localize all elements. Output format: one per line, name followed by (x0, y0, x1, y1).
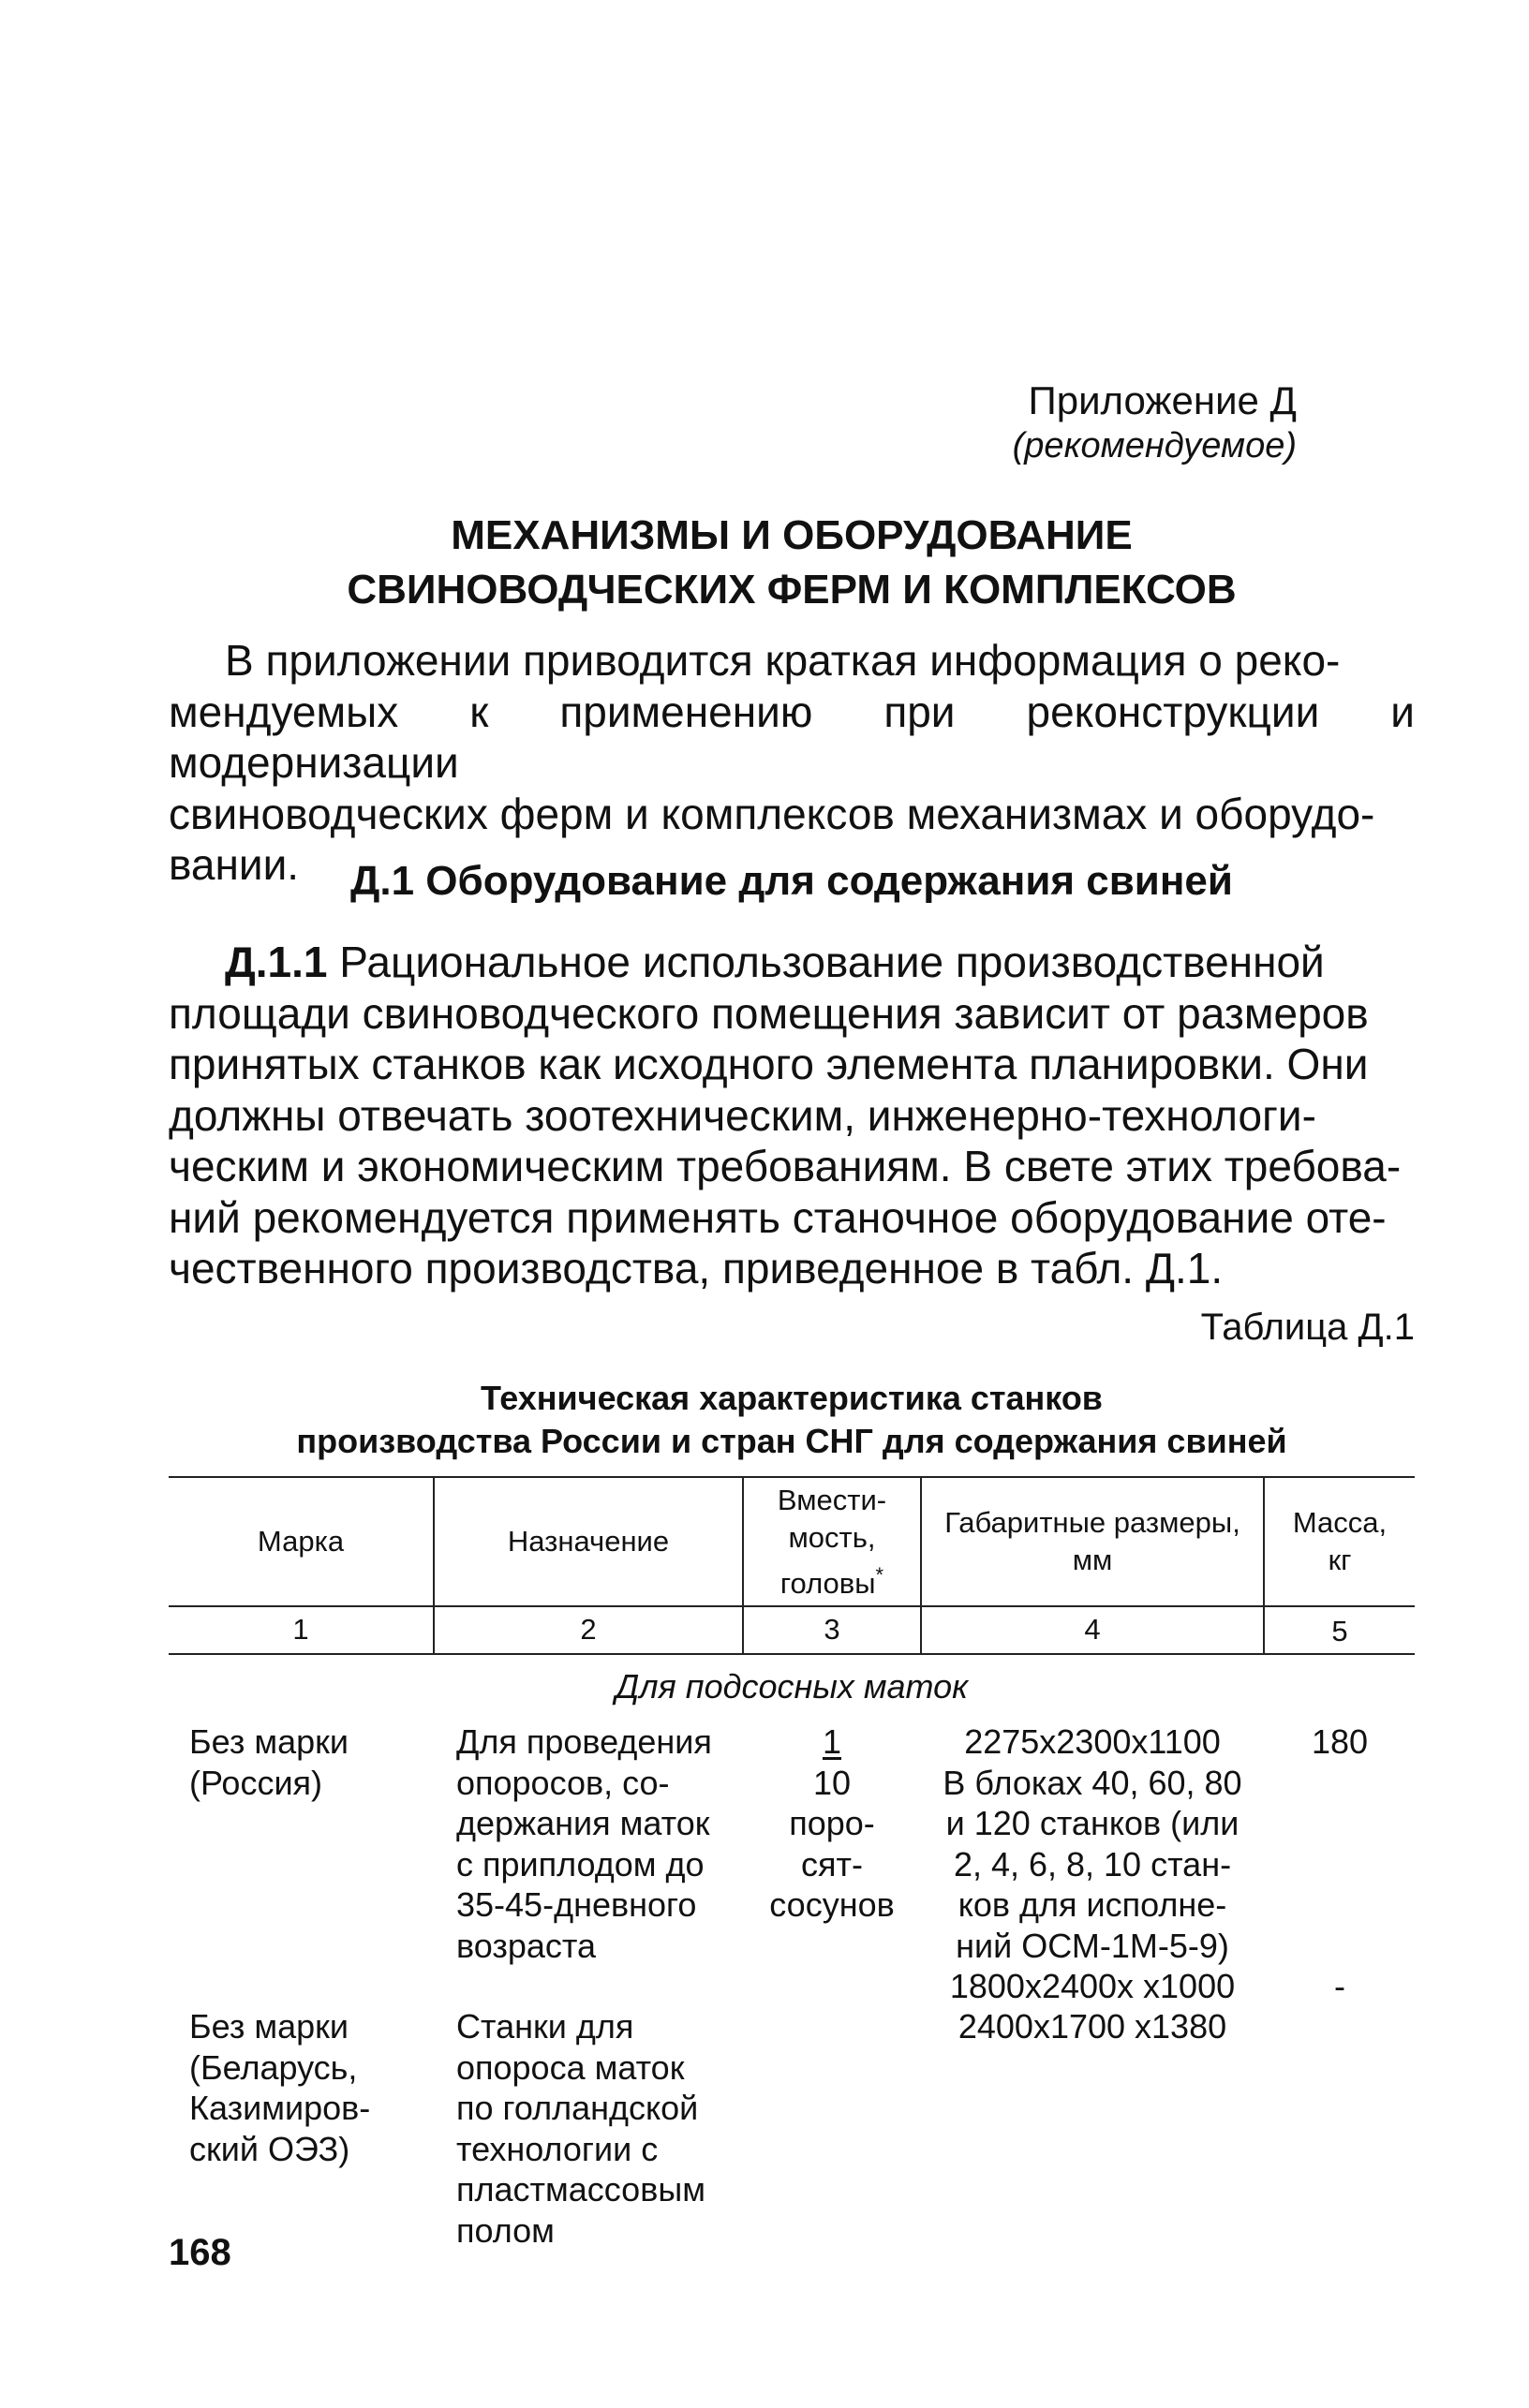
cell-line: Казимиров- (189, 2089, 371, 2127)
paragraph-line: площади свиноводческого помещения зависит от размеров (169, 988, 1369, 1038)
header-dimensions (922, 1478, 1263, 1605)
cell-line: опоросов, со- (456, 1763, 670, 1802)
cell-line: 35-45-дневного (456, 1885, 697, 1924)
cell-line: Без марки (189, 2007, 349, 2046)
table-row-2-mass: - (1334, 1967, 1345, 2005)
cell-line: сосунов (769, 1885, 895, 1924)
table-row-3-purpose (456, 2006, 737, 2251)
header-mass (1265, 1478, 1415, 1605)
cell-line: Для проведения (456, 1722, 712, 1761)
page-number: 168 (169, 2232, 231, 2273)
header-mass-l2: кг (1328, 1544, 1352, 1576)
paragraph-number: Д.1.1 (225, 938, 328, 986)
table-row-1-dimensions (922, 1721, 1263, 2007)
intro-line: свиноводческих ферм и комплексов механизмах и оборудо- (169, 789, 1375, 838)
cell-line: поро- (789, 1804, 875, 1842)
header-capacity-l2: мость, (788, 1520, 876, 1554)
column-number: 2 (580, 1613, 597, 1646)
intro-line: вании. (169, 840, 300, 889)
header-mass-l1: Масса, (1292, 1506, 1388, 1539)
intro-paragraph (169, 635, 1415, 891)
cell-line: и 120 станков (или (945, 1804, 1240, 1842)
header-capacity-l3-text: головы (779, 1566, 876, 1600)
header-capacity-l1: Вмести- (777, 1483, 887, 1516)
cell-line: (Беларусь, (189, 2047, 358, 2087)
table-title (169, 1377, 1415, 1463)
cell-line: возраста (456, 1926, 596, 1965)
paragraph-line: принятых станков как исходного элемента планировки. Они (169, 1040, 1369, 1088)
page-title-line2: СВИНОВОДЧЕСКИХ ФЕРМ И КОМПЛЕКСОВ (347, 567, 1237, 613)
table-row-1-capacity (744, 1721, 920, 1926)
capacity-numerator (744, 1721, 920, 1763)
cell-line: 2, 4, 6, 8, 10 стан- (953, 1844, 1232, 1884)
paragraph-first-line (169, 937, 1415, 988)
intro-line: В приложении приводится краткая информация о реко- (225, 636, 1341, 685)
header-capacity-l3 (780, 1557, 883, 1603)
paragraph-d11 (169, 937, 1415, 1294)
table-header-rule (169, 1605, 1415, 1607)
column-number: 5 (1331, 1615, 1348, 1647)
table-row-1-brand (189, 1721, 423, 1803)
paragraph-line: должны отвечать зоотехническим, инженерно-технологи- (169, 1090, 1316, 1140)
cell-line: Станки для (456, 2007, 634, 2046)
column-number: 1 (292, 1613, 309, 1646)
column-number: 4 (1084, 1613, 1101, 1646)
table-row-1-mass: 180 (1311, 1722, 1369, 1761)
paragraph-line: чественного производства, приведенное в табл. Д.1. (169, 1244, 1224, 1293)
header-brand: Марка (257, 1525, 345, 1558)
cell-line: опороса маток (456, 2047, 685, 2087)
capacity-numerator-value: 1 (822, 1722, 842, 1761)
page-title-line1: МЕХАНИЗМЫ И ОБОРУДОВАНИЕ (451, 512, 1133, 558)
footnote-mark: * (875, 1562, 884, 1587)
page-title (169, 509, 1415, 617)
header-dims-l2: мм (1072, 1544, 1113, 1576)
cell-line: сят- (801, 1844, 863, 1884)
cell-line: ский ОЭЗ) (189, 2129, 350, 2168)
paragraph-first-line-text: Рациональное использование производственной (339, 938, 1325, 986)
table-title-line2: производства России и стран СНГ для содержания свиней (296, 1422, 1287, 1460)
header-dims-l1: Габаритные размеры, (944, 1506, 1240, 1539)
table-label: Таблица Д.1 (1200, 1307, 1415, 1348)
header-purpose: Назначение (507, 1525, 670, 1558)
appendix-label: Приложение Д (1028, 378, 1297, 422)
table-row-3-dimensions (922, 2006, 1263, 2047)
cell-line: ний ОСМ-1М-5-9) (956, 1926, 1229, 1965)
column-number: 3 (824, 1613, 840, 1646)
cell-line: с приплодом до (456, 1844, 705, 1884)
intro-line: мендуемых к применению при реконструкции и модернизации (169, 687, 1415, 787)
cell-line: ков для исполне- (957, 1885, 1227, 1924)
table-group-title: Для подсосных маток (615, 1667, 969, 1706)
paragraph-line: ческим и экономическим требованиям. В свете этих требова- (169, 1142, 1402, 1190)
table-row-1-purpose (456, 1721, 737, 1966)
cell-line: пластмассовым (456, 2170, 705, 2209)
cell-line: полом (456, 2210, 555, 2250)
appendix-status: (рекомендуемое) (1012, 426, 1297, 465)
cell-line: Без марки (189, 1722, 349, 1761)
cell-line: 1800x2400x x1000 (949, 1967, 1236, 2005)
cell-line: В блоках 40, 60, 80 (943, 1763, 1242, 1802)
paragraph-line: ний рекомендуется применять станочное оборудование оте- (169, 1192, 1387, 1242)
cell-line: технологии с (456, 2129, 659, 2168)
capacity-denominator: 10 (812, 1763, 852, 1802)
cell-line: 2275x2300x1100 (964, 1722, 1221, 1761)
cell-line: (Россия) (189, 1763, 323, 1802)
header-capacity (744, 1478, 920, 1605)
table-row-3-brand (189, 2006, 423, 2169)
cell-line: держания маток (456, 1804, 710, 1842)
cell-line: 2400x1700 x1380 (957, 2007, 1227, 2046)
table-title-line1: Техническая характеристика станков (481, 1379, 1103, 1417)
cell-line: по голландской (456, 2089, 699, 2127)
table-number-rule (169, 1653, 1415, 1655)
section-title: Д.1 Оборудование для содержания свиней (350, 858, 1233, 904)
